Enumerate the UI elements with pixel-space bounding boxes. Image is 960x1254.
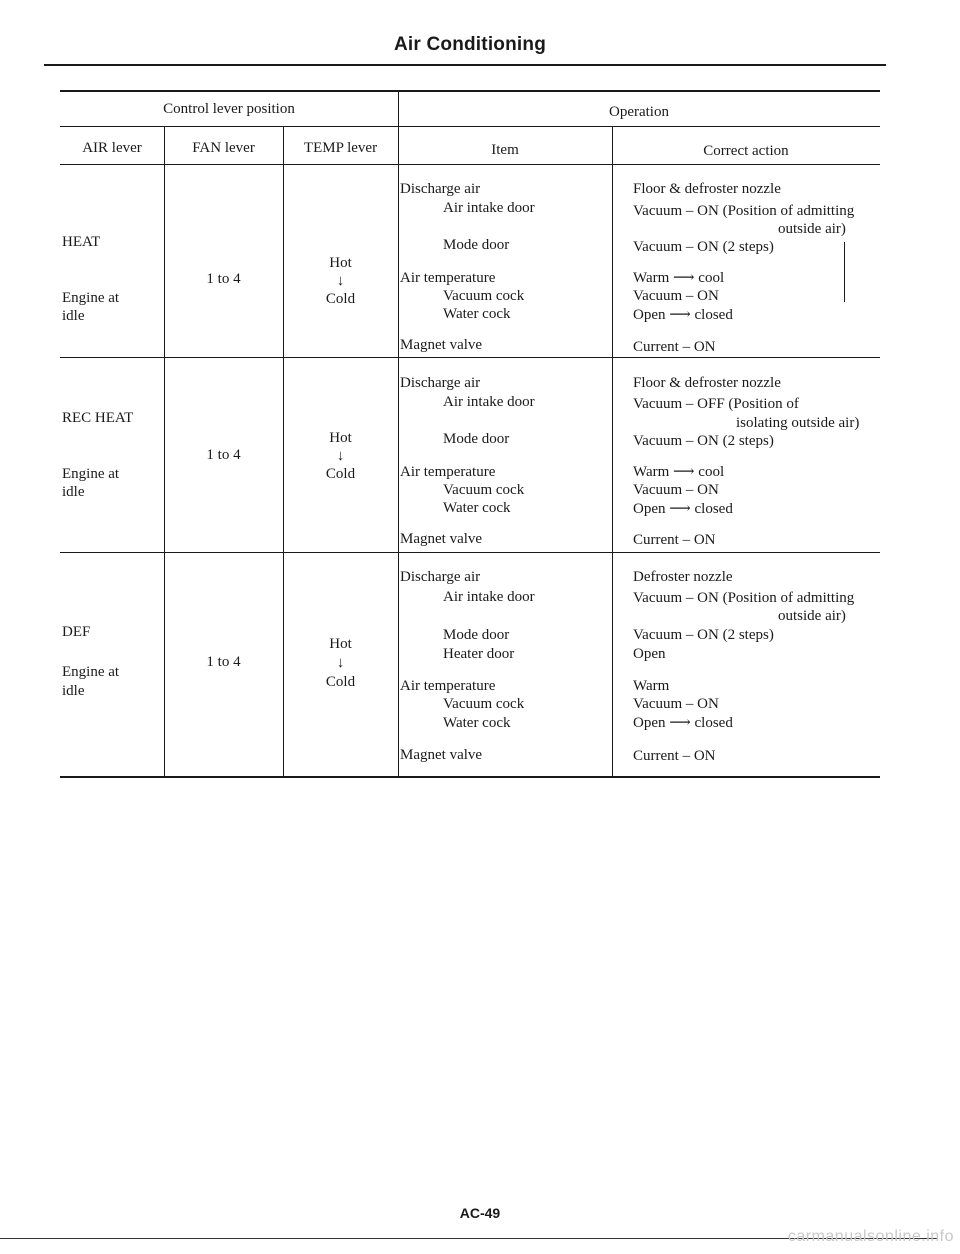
air-lever-note: Engine at [62, 466, 120, 482]
action-text: Vacuum – ON (2 steps) [633, 239, 774, 255]
action-text: Open [633, 646, 666, 662]
watermark-text: carmanualsonline.info [787, 1228, 954, 1245]
action-text: isolating outside air) [736, 415, 860, 431]
item-label: Water cock [443, 306, 511, 322]
temp-hot-label: Hot [329, 430, 352, 446]
item-label: Discharge air [400, 375, 481, 391]
air-lever-note: idle [62, 484, 85, 500]
header-operation: Operation [609, 104, 669, 120]
item-label: Water cock [443, 500, 511, 516]
action-text: outside air) [778, 221, 846, 237]
action-text: Warm ⟶ cool [633, 270, 725, 286]
action-text: Vacuum – ON (2 steps) [633, 433, 774, 449]
item-label: Vacuum cock [443, 696, 525, 712]
col-divider [612, 126, 613, 776]
item-label: Air temperature [400, 678, 496, 694]
action-text: Defroster nozzle [633, 569, 733, 585]
item-label: Magnet valve [400, 337, 483, 353]
air-lever-note: idle [62, 683, 85, 699]
item-label: Magnet valve [400, 531, 483, 547]
action-text: Vacuum – ON (Position of admitting [633, 590, 855, 606]
action-text: Floor & defroster nozzle [633, 181, 781, 197]
table-top-rule [60, 90, 880, 92]
fan-lever-value: 1 to 4 [206, 654, 241, 670]
action-text: Vacuum – OFF (Position of [633, 396, 799, 412]
air-lever-def: DEF [62, 624, 91, 640]
temp-hot-label: Hot [329, 255, 352, 271]
arrow-down-icon: ↓ [336, 273, 345, 289]
page-title: Air Conditioning [394, 34, 546, 55]
header-bottom-rule [60, 164, 880, 165]
action-text: Vacuum – ON [633, 696, 719, 712]
arrow-down-icon: ↓ [336, 448, 345, 464]
action-text: Open ⟶ closed [633, 501, 733, 517]
temp-cold-label: Cold [325, 674, 356, 690]
action-text: Warm [633, 678, 670, 694]
action-text: Vacuum – ON (Position of admitting [633, 203, 855, 219]
page-number: AC-49 [459, 1205, 501, 1221]
action-text: Open ⟶ closed [633, 715, 733, 731]
item-label: Mode door [443, 431, 510, 447]
item-label: Discharge air [400, 569, 481, 585]
action-text: Vacuum – ON (2 steps) [633, 627, 774, 643]
operation-table [60, 90, 880, 778]
subheader-rule [60, 126, 880, 127]
item-label: Vacuum cock [443, 288, 525, 304]
action-text: Open ⟶ closed [633, 307, 733, 323]
air-lever-note: Engine at [62, 664, 120, 680]
item-label: Water cock [443, 715, 511, 731]
column-header-temp-lever: TEMP lever [303, 140, 378, 156]
column-header-item: Item [491, 142, 519, 158]
action-text: Floor & defroster nozzle [633, 375, 781, 391]
item-label: Air intake door [443, 589, 535, 605]
air-lever-rec-heat: REC HEAT [62, 410, 134, 426]
air-lever-note: idle [62, 308, 85, 324]
item-label: Discharge air [400, 181, 481, 197]
item-label: Mode door [443, 627, 510, 643]
temp-cold-label: Cold [325, 466, 356, 482]
action-text: Current – ON [633, 339, 716, 355]
action-text: outside air) [778, 608, 846, 624]
col-divider [398, 90, 399, 776]
column-header-air-lever: AIR lever [82, 140, 142, 156]
action-text: Vacuum – ON [633, 482, 719, 498]
title-rule [44, 64, 886, 66]
fan-lever-value: 1 to 4 [206, 271, 241, 287]
item-label: Mode door [443, 237, 510, 253]
temp-cold-label: Cold [325, 291, 356, 307]
action-text: Vacuum – ON [633, 288, 719, 304]
item-label: Air temperature [400, 270, 496, 286]
table-bottom-rule [60, 776, 880, 778]
fan-lever-value: 1 to 4 [206, 447, 241, 463]
item-label: Vacuum cock [443, 482, 525, 498]
header-control-lever-position: Control lever position [163, 101, 295, 117]
action-text: Warm ⟶ cool [633, 464, 725, 480]
item-label: Air intake door [443, 200, 535, 216]
air-lever-heat: HEAT [62, 234, 101, 250]
row-divider [60, 357, 880, 358]
temp-hot-label: Hot [329, 636, 352, 652]
air-lever-note: Engine at [62, 290, 120, 306]
item-label: Heater door [443, 646, 515, 662]
margin-bracket [844, 242, 845, 302]
row-divider [60, 552, 880, 553]
column-header-correct-action: Correct action [703, 143, 789, 159]
action-text: Current – ON [633, 532, 716, 548]
action-text: Current – ON [633, 748, 716, 764]
item-label: Air intake door [443, 394, 535, 410]
arrow-down-icon: ↓ [336, 655, 345, 671]
item-label: Magnet valve [400, 747, 483, 763]
item-label: Air temperature [400, 464, 496, 480]
column-header-fan-lever: FAN lever [192, 140, 255, 156]
